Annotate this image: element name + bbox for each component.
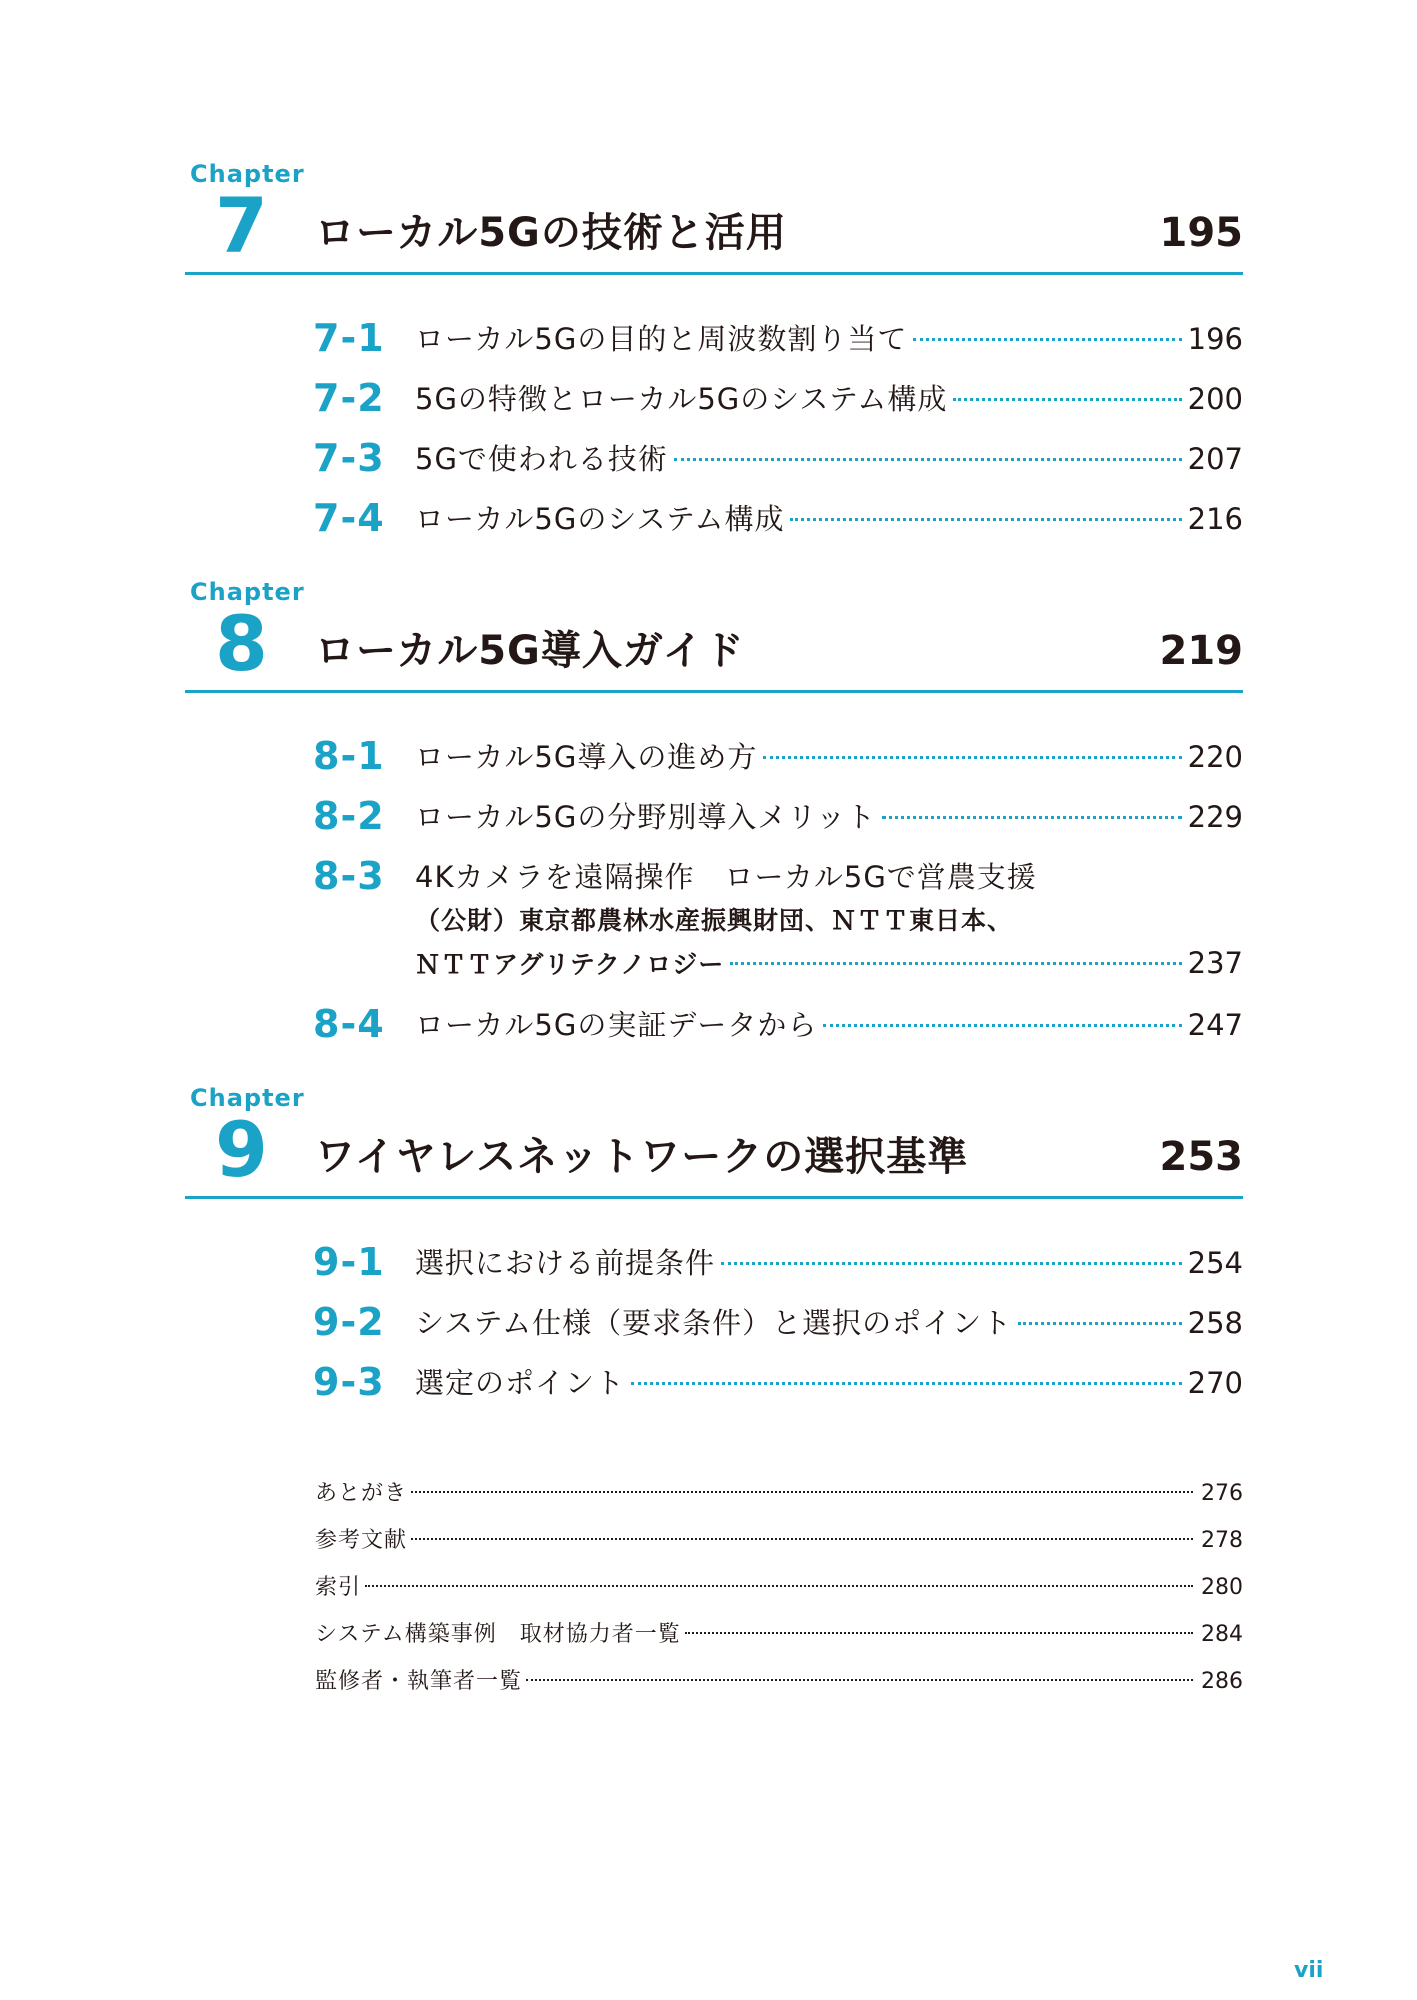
back-matter-entry[interactable] (315, 1523, 1243, 1563)
back-matter-page: 278 (1201, 1528, 1243, 1553)
toc-entry[interactable] (313, 1234, 1243, 1290)
section-title: 5Gの特徴とローカル5Gのシステム構成 (415, 382, 948, 416)
chapter-page: 253 (1159, 1134, 1243, 1180)
back-matter-page: 286 (1201, 1669, 1243, 1694)
chapter-label: Chapter (190, 160, 305, 188)
dot-leader (823, 1024, 1181, 1027)
toc-entry[interactable] (313, 788, 1243, 844)
section-number: 7-3 (313, 436, 385, 480)
section-page: 196 (1187, 322, 1243, 356)
section-number: 9-1 (313, 1240, 385, 1284)
back-matter-entry[interactable] (315, 1476, 1243, 1516)
section-title: ローカル5G導入の進め方 (415, 740, 758, 774)
dot-leader (721, 1262, 1182, 1265)
dot-leader (365, 1585, 1193, 1587)
dot-leader (790, 518, 1181, 521)
toc-entry[interactable] (313, 490, 1243, 546)
toc-entry[interactable] (313, 310, 1243, 366)
section-title: ローカル5Gのシステム構成 (415, 502, 785, 536)
section-title: ローカル5Gの実証データから (415, 1008, 818, 1042)
dot-leader (882, 816, 1181, 819)
section-page: 247 (1187, 1008, 1243, 1042)
section-title: 5Gで使われる技術 (415, 442, 668, 476)
chapter-page: 195 (1159, 210, 1243, 256)
chapter-title[interactable]: ローカル5Gの技術と活用 (315, 210, 787, 256)
toc-entry[interactable] (313, 996, 1243, 1052)
section-title: ローカル5Gの分野別導入メリット (415, 800, 877, 834)
section-subtitle: ＮＴＴアグリテクノロジー (415, 950, 725, 979)
section-page: 200 (1187, 382, 1243, 416)
toc-entry-multiline[interactable] (313, 848, 1243, 998)
chapter-number: 8 (215, 599, 268, 688)
section-title: ローカル5Gの目的と周波数割り当て (415, 322, 908, 356)
section-title: システム仕様（要求条件）と選択のポイント (415, 1306, 1013, 1340)
chapter-rule (185, 1196, 1243, 1199)
section-title: 選択における前提条件 (415, 1246, 716, 1280)
section-page: 207 (1187, 442, 1243, 476)
chapter-rule (185, 690, 1243, 693)
section-number: 9-3 (313, 1360, 385, 1404)
dot-leader (411, 1538, 1193, 1540)
dot-leader (631, 1382, 1182, 1385)
dot-leader (913, 338, 1181, 341)
toc-entry[interactable] (313, 370, 1243, 426)
section-number: 7-2 (313, 376, 385, 420)
section-page: 229 (1187, 800, 1243, 834)
toc-entry[interactable] (313, 728, 1243, 784)
section-number: 8-4 (313, 1002, 385, 1046)
page-folio: vii (1294, 1958, 1324, 1983)
section-number: 8-2 (313, 794, 385, 838)
section-title: 4Kカメラを遠隔操作 ローカル5Gで営農支援 (415, 860, 1037, 894)
back-matter-entry[interactable] (315, 1570, 1243, 1610)
back-matter-entry[interactable] (315, 1664, 1243, 1704)
back-matter-page: 284 (1201, 1622, 1243, 1647)
section-subtitle: （公財）東京都農林水産振興財団、ＮＴＴ東日本、 (415, 906, 1014, 935)
back-matter-entry[interactable] (315, 1617, 1243, 1657)
chapter-number: 7 (215, 181, 268, 270)
chapter-label: Chapter (190, 1084, 305, 1112)
chapter-title[interactable]: ローカル5G導入ガイド (315, 628, 745, 674)
section-page: 258 (1187, 1306, 1243, 1340)
chapter-number: 9 (215, 1105, 268, 1194)
toc-entry[interactable] (313, 1294, 1243, 1350)
section-number: 9-2 (313, 1300, 385, 1344)
back-matter-page: 276 (1201, 1481, 1243, 1506)
back-matter-label: システム構築事例 取材協力者一覧 (315, 1622, 681, 1647)
dot-leader (763, 756, 1181, 759)
toc-entry[interactable] (313, 430, 1243, 486)
dot-leader (953, 398, 1181, 401)
back-matter-label: あとがき (315, 1481, 408, 1506)
dot-leader (685, 1632, 1193, 1634)
chapter-title[interactable]: ワイヤレスネットワークの選択基準 (315, 1134, 969, 1180)
dot-leader (674, 458, 1182, 461)
dot-leader (730, 962, 1181, 965)
dot-leader (526, 1679, 1193, 1681)
back-matter-page: 280 (1201, 1575, 1243, 1600)
section-page: 254 (1187, 1246, 1243, 1280)
section-number: 7-1 (313, 316, 385, 360)
section-page: 216 (1187, 502, 1243, 536)
toc-entry[interactable] (313, 1354, 1243, 1410)
back-matter-label: 索引 (315, 1575, 362, 1600)
section-number: 7-4 (313, 496, 385, 540)
chapter-page: 219 (1159, 628, 1243, 674)
back-matter-label: 参考文献 (315, 1528, 408, 1553)
chapter-label: Chapter (190, 578, 305, 606)
back-matter-label: 監修者・執筆者一覧 (315, 1669, 523, 1694)
section-page: 220 (1187, 740, 1243, 774)
chapter-rule (185, 272, 1243, 275)
section-page: 237 (1187, 946, 1243, 980)
section-number: 8-1 (313, 734, 385, 778)
section-number: 8-3 (313, 854, 385, 898)
section-page: 270 (1187, 1366, 1243, 1400)
section-title: 選定のポイント (415, 1366, 626, 1400)
dot-leader (1018, 1322, 1182, 1325)
dot-leader (411, 1491, 1193, 1493)
